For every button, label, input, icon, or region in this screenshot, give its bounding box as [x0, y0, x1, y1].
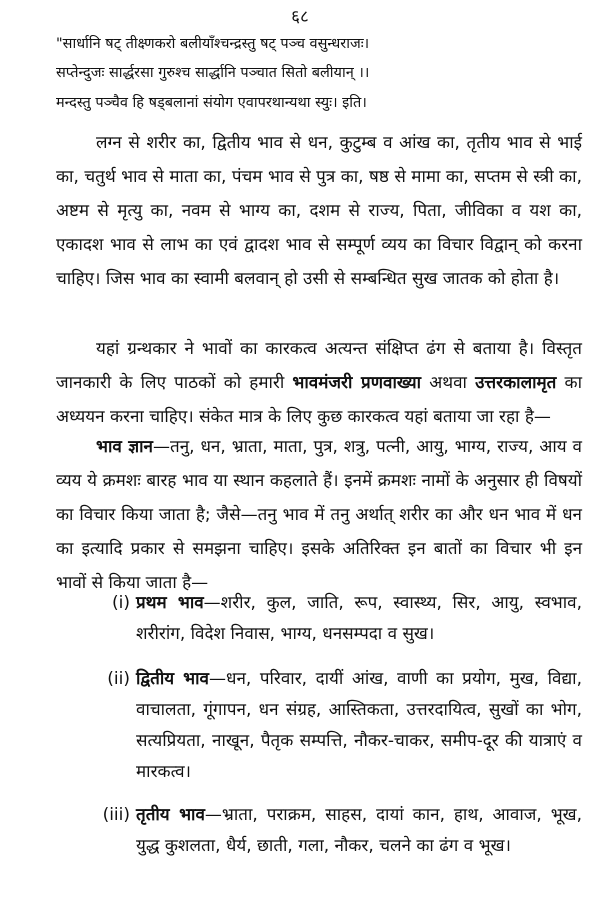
- list-item-number: (iii): [102, 805, 130, 825]
- paragraph-2: [56, 332, 582, 434]
- list-item-number: (ii): [107, 669, 130, 689]
- list-item-text: —धन, परिवार, दायीं आंख, वाणी का प्रयोग, मुख, विद्या, वाचालता, गूंगापन, धन संग्रह, आस्तिकता, उत्तरदायित्व, सुखों का भोग, सत्यप्रियता, नाखून, पैतृक सम्पत्ति, नौकर-चाकर, समीप-दूर की यात्राएं व मारकत्व।: [136, 669, 582, 782]
- list-item-title: प्रथम भाव: [136, 593, 204, 613]
- verse-line-3: मन्दस्तु पञ्चैव हि षड्बलानां संयोग एवापरथान्यथा स्युः। इति।: [56, 95, 367, 111]
- book-title-uttarakalamrita: उत्तरकालामृत: [475, 373, 557, 393]
- paragraph-1: [56, 126, 582, 296]
- paragraph-2-text-a: यहां ग्रन्थकार ने भावों का कारकत्व अत्यन्त संक्षिप्त ढंग से बताया है। विस्तृत जानकारी के लिए पाठकों को हमारी: [56, 339, 582, 393]
- paragraph-1-text: लग्न से शरीर का, द्वितीय भाव से धन, कुटुम्ब व आंख का, तृतीय भाव से भाई का, चतुर्थ भाव से माता का, पंचम भाव से पुत्र का, षष्ठ से मामा का, सप्तम से स्त्री का, अष्टम से मृत्यु का, नवम से भाग्य का, दशम से राज्य, पिता, जीविका व यश का, एकादश भाव से लाभ का एवं द्वादश भाव से सम्पूर्ण व्यय का विचार विद्वान् को करना चाहिए। जिस भाव का स्वामी बलवान् हो उसी से सम्बन्धित सुख जातक को होता है।: [56, 133, 582, 289]
- list-item-text: —शरीर, कुल, जाति, रूप, स्वास्थ्य, सिर, आयु, स्वभाव, शरीरांग, विदेश निवास, भाग्य, धनसम्पदा व सुख।: [136, 593, 582, 644]
- paragraph-3: [56, 430, 582, 600]
- list-item-number: (i): [112, 593, 130, 613]
- verse-line-1: "सार्धानि षट् तीक्ष्णकरो बलीयाँश्चन्द्रस्तु षट् पञ्च वसुन्धराजः।: [56, 36, 370, 52]
- paragraph-3-text: —तनु, धन, भ्राता, माता, पुत्र, शत्रु, पत्नी, आयु, भाग्य, राज्य, आय व व्यय ये क्रमशः बारह भाव या स्थान कहलाते हैं। इनमें क्रमशः नामों के अनुसार ही विषयों का विचार किया जाता है; जैसे—तनु भाव में तनु अर्थात् शरीर का और धन भाव में धन का इत्यादि प्रकार से समझना चाहिए। इसके अतिरिक्त इन बातों का विचार भी इन भावों से किया जाता है—: [56, 437, 582, 593]
- list-item-text: —भ्राता, पराक्रम, साहस, दायां कान, हाथ, आवाज, भूख, युद्ध कुशलता, धैर्य, छाती, गला, नौकर, चलने का ढंग व भूख।: [136, 805, 582, 856]
- paragraph-2-text-c: का अध्ययन करना चाहिए। संकेत मात्र के लिए कुछ कारकत्व यहां बताया जा रहा है—: [56, 373, 582, 427]
- bhava-gyan-heading: भाव ज्ञान: [96, 437, 153, 457]
- list-item-title: द्वितीय भाव: [136, 669, 209, 689]
- page-number: ६८: [291, 7, 309, 27]
- verse-line-2: सप्तेन्दुजः सार्द्धरसा गुरुश्च सार्द्धानि पञ्चात सितो बलीयान् ।।: [56, 65, 370, 81]
- paragraph-2-text-b: अथवा: [421, 373, 476, 393]
- book-title-bhavamanjari: भावमंजरी प्रणवाख्या: [292, 373, 422, 393]
- list-item-title: तृतीय भाव: [136, 805, 205, 825]
